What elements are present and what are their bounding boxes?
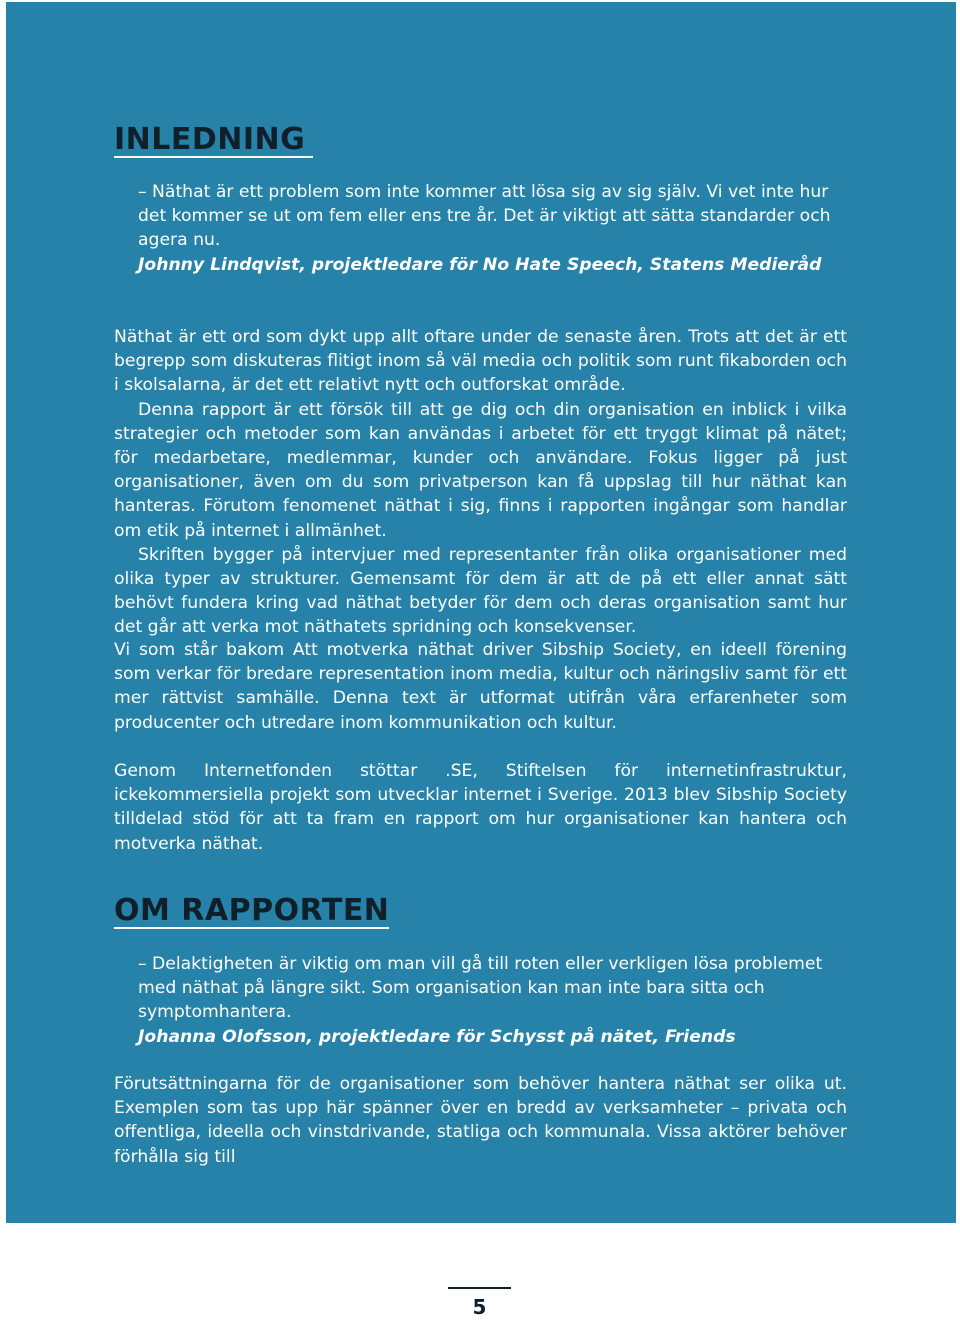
section-heading-about: OM RAPPORTEN <box>114 893 390 928</box>
footer-divider <box>448 1287 511 1289</box>
quote-attribution: Johnny Lindqvist, projektledare för No Hate Speech, Statens Medieråd <box>138 254 822 275</box>
paragraph-indent-2: Skriften bygger på intervjuer med representanter från olika organisationer med olika typer av strukturer. Gemensamt för dem är att de på ett eller annat sätt behövt fundera kring vad näthat betyder för dem och deras organisation samt hur det går att verka mot näthatets spridning och konsekvenser. <box>114 544 847 638</box>
intro-paragraph-1 <box>114 325 847 640</box>
quote-attribution: Johanna Olofsson, projektledare för Schysst på nätet, Friends <box>138 1026 736 1047</box>
intro-paragraph-3: Genom Internetfonden stöttar .SE, Stiftelsen för internetinfrastruktur, ickekommersiella projekt som utvecklar internet i Sverige. 2013 blev Sibship Society tilldelad stöd för att ta fram en rapport om hur organisationer kan hantera och motverka näthat. <box>114 761 847 854</box>
about-paragraph-1: Förutsättningarna för de organisationer som behöver hantera näthat ser olika ut. Exemplen som tas upp här spänner över en bredd av verksamheter – privata och offentliga, ideella och vinstdrivande, statliga och kommunala. Vissa aktörer behöver förhålla sig till <box>114 1074 847 1167</box>
paragraph-lead: Näthat är ett ord som dykt upp allt oftare under de senaste åren. Trots att det är ett begrepp som diskuteras flitigt inom så väl media och politik som runt fikaborden och i skolsalarna, är det ett relativt nytt och outforskat område. <box>114 327 847 396</box>
paragraph-indent-1: Denna rapport är ett försök till att ge dig och din organisation en inblick i vilka strategier och metoder som kan användas i arbetet för ett tryggt klimat på nätet; för medarbetare, medlemmar, kunder och användare. Fokus ligger på just organisationer, även om du som privatperson kan få uppslag till hur näthat kan hanteras. Förutom fenomenet näthat i sig, finns i rapporten ingångar som handlar om etik på internet i allmänhet. <box>114 399 847 541</box>
quote-text: – Näthat är ett problem som inte kommer att lösa sig av sig själv. Vi vet inte hur det kommer se ut om fem eller ens tre år. Det är viktigt att sätta standarder och agera nu. <box>138 182 831 251</box>
intro-paragraph-2: Vi som står bakom Att motverka näthat driver Sibship Society, en ideell förening som verkar för bredare representation inom media, kultur och näringsliv samt för ett mer rättvist samhälle. Denna text är utformat utifrån våra erfarenheter som producenter och utredare inom kommunikation och kultur. <box>114 640 847 733</box>
pull-quote-about <box>138 952 838 1049</box>
content-panel <box>6 2 956 1223</box>
section-heading-intro: INLEDNING <box>114 124 313 158</box>
quote-text: – Delaktigheten är viktig om man vill gå till roten eller verkligen lösa problemet med näthat på längre sikt. Som organisation kan man inte bara sitta och symptomhantera. <box>138 954 823 1023</box>
page-number: 5 <box>472 1295 487 1319</box>
pull-quote-intro <box>138 180 838 277</box>
